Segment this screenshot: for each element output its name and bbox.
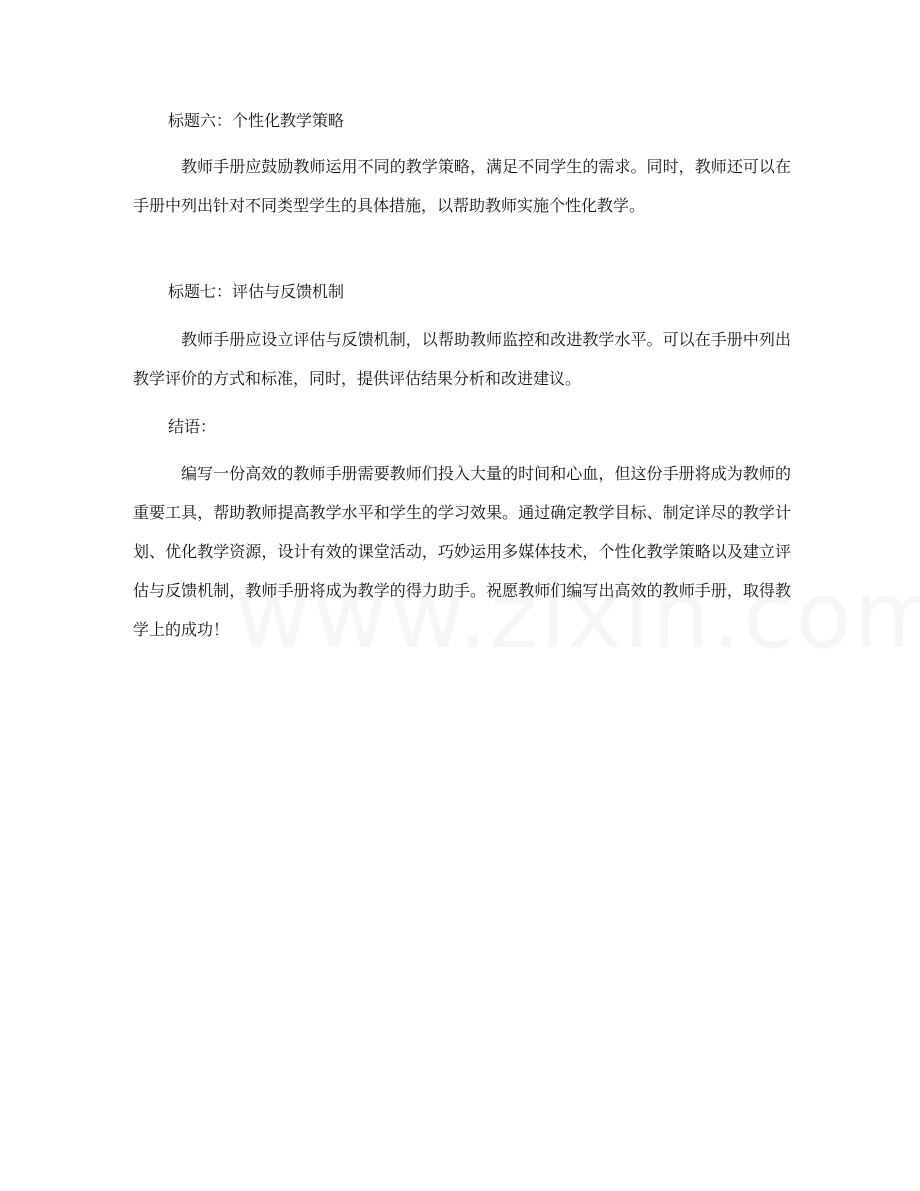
section-heading-personalized-teaching: 标题六：个性化教学策略 xyxy=(168,111,345,130)
section-heading-evaluation-feedback: 标题七：评估与反馈机制 xyxy=(168,282,345,301)
section-body-evaluation-feedback: 教师手册应设立评估与反馈机制，以帮助教师监控和改进教学水平。可以在手册中列出教学评价的方式和标准，同时，提供评估结果分析和改进建议。 xyxy=(133,330,791,388)
section-body-conclusion: 编写一份高效的教师手册需要教师们投入大量的时间和心血，但这份手册将成为教师的重要工具，帮助教师提高教学水平和学生的学习效果。通过确定教学目标、制定详尽的教学计划、优化教学资源，设计有效的课堂活动，巧妙运用多媒体技术，个性化教学策略以及建立评估与反馈机制，教师手册将成为教学的得力助手。祝愿教师们编写出高效的教师手册，取得教学上的成功！ xyxy=(133,464,791,639)
section-heading-conclusion: 结语： xyxy=(168,417,217,436)
section-body-personalized-teaching: 教师手册应鼓励教师运用不同的教学策略，满足不同学生的需求。同时，教师还可以在手册中列出针对不同类型学生的具体措施，以帮助教师实施个性化教学。 xyxy=(133,157,791,215)
